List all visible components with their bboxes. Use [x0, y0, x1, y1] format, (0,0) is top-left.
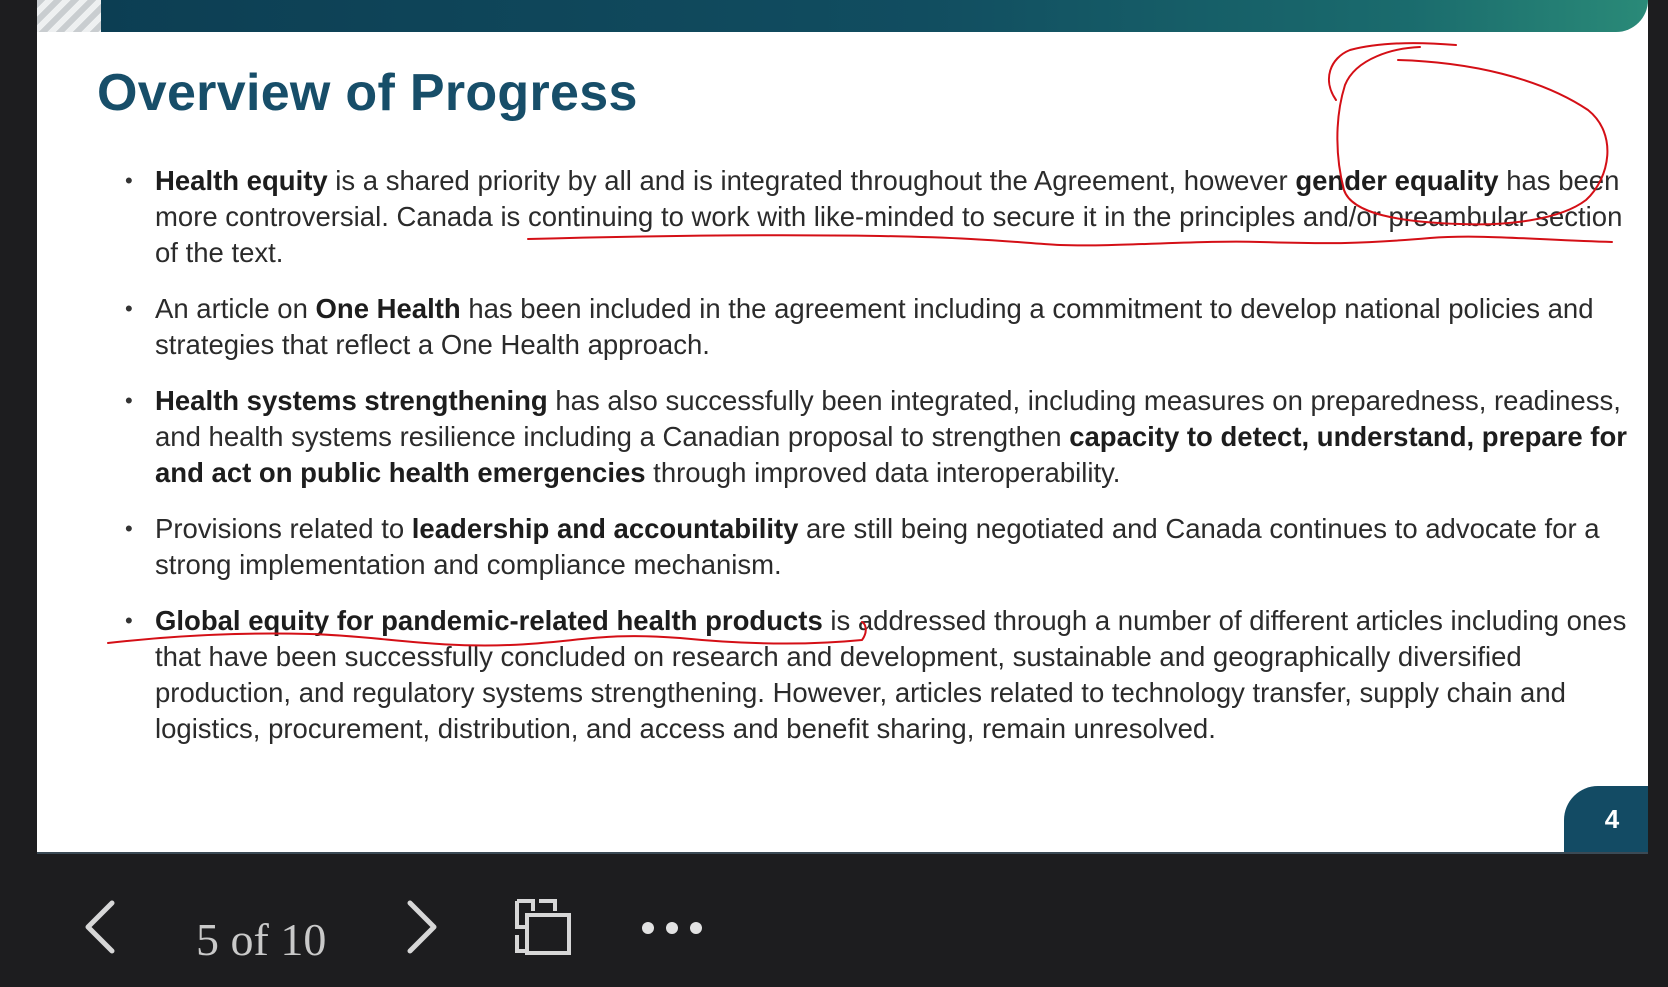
more-horizontal-icon [637, 918, 707, 938]
bullet-bold-text: One Health [315, 293, 461, 324]
bullet-item [97, 511, 1639, 583]
previous-page-button[interactable] [72, 891, 128, 963]
bullet-list [97, 163, 1639, 767]
bullet-text: is addressed through a number of different articles including ones that have been successfully concluded on research and development, sustainable and geographically diversified production, and regulatory systems strengthening. However, articles related to technology transfer, supply chain and logistics, procurement, distribution, and access and benefit sharing, remain unresolved. [155, 605, 1627, 744]
slide-header-stripes [37, 0, 101, 32]
thumbnails-icon [511, 897, 577, 959]
slide-page-number: 4 [1564, 786, 1648, 852]
bullet-text: are still being negotiated and Canada continues to advocate for a strong implementation and compliance mechanism. [155, 513, 1600, 580]
bullet-bold-text: Global equity for pandemic-related health products [155, 605, 823, 636]
bullet-item [97, 383, 1639, 491]
bullet-item [97, 163, 1639, 271]
bullet-text: has been included in the agreement including a commitment to develop national policies and strategies that reflect a One Health approach. [155, 293, 1594, 360]
slide-header-band [37, 0, 1648, 32]
bullet-text: is a shared priority by all and is integrated throughout the Agreement, however [327, 165, 1296, 196]
bullet-bold-text: Health systems strengthening [155, 385, 548, 416]
slide [37, 0, 1648, 852]
bullet-bold-text: leadership and accountability [411, 513, 799, 544]
bullet-text: An article on [155, 293, 316, 324]
bullet-bold-text: gender equality [1295, 165, 1499, 196]
more-options-button[interactable] [630, 893, 714, 963]
bullet-item [97, 291, 1639, 363]
page-indicator: 5 of 10 [196, 914, 327, 965]
viewer-toolbar [0, 885, 1668, 987]
thumbnails-button[interactable] [506, 893, 582, 963]
bullet-text: has also successfully been integrated, including measures on preparedness, readiness, and health systems resilience including a Canadian proposal to strengthen [155, 385, 1621, 452]
chevron-right-icon [402, 897, 442, 957]
chevron-left-icon [80, 897, 120, 957]
bullet-item [97, 603, 1639, 747]
bullet-text: through improved data interoperability. [645, 457, 1121, 488]
slide-title: Overview of Progress [97, 64, 638, 122]
bullet-text: Provisions related to [155, 513, 412, 544]
bullet-bold-text: capacity to detect, understand, prepare for and act on public health emergencies [155, 421, 1627, 488]
bullet-bold-text: Health equity [155, 165, 328, 196]
next-page-button[interactable] [394, 891, 450, 963]
bullet-text: has been more controversial. Canada is continuing to work with like-minded to secure it in the principles and/or preambular section of the text. [155, 165, 1623, 268]
